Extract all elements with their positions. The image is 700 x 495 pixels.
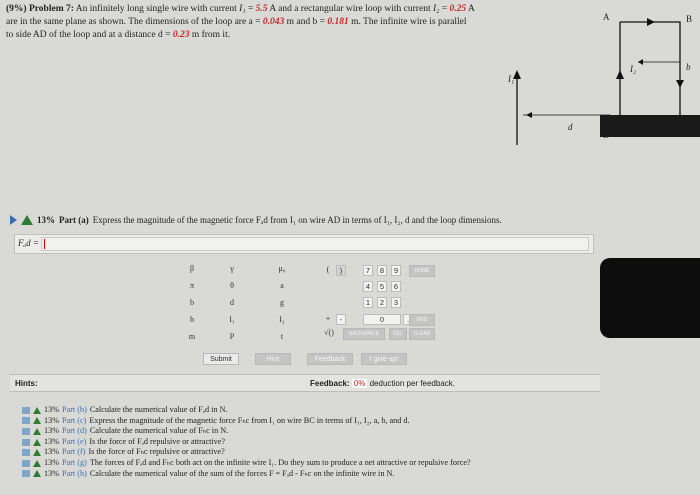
- part-percent: 13%: [44, 405, 60, 414]
- key-0[interactable]: 0: [363, 314, 401, 325]
- key-d[interactable]: d: [230, 298, 234, 307]
- diagram-label-A: A: [603, 12, 610, 22]
- key-8[interactable]: 8: [377, 265, 387, 276]
- key-m[interactable]: m: [188, 332, 196, 341]
- give-up-button[interactable]: I give up!: [361, 353, 407, 365]
- part-percent: 13%: [44, 426, 60, 436]
- current-arrow-icon: [676, 80, 684, 88]
- part-a-label: Part (a): [59, 215, 89, 225]
- part-label: Part (b): [62, 405, 87, 414]
- part-label: Part (e): [62, 436, 87, 446]
- key-b[interactable]: b: [190, 298, 194, 307]
- key-sqrt[interactable]: √(): [324, 328, 334, 337]
- current-I2-symbol: I₂: [432, 4, 440, 14]
- wire-loop: [620, 22, 680, 127]
- key-mu0[interactable]: μ₀: [278, 264, 286, 273]
- hints-feedback-bar: [10, 374, 600, 392]
- text-caret: [44, 239, 45, 249]
- part-text: The forces of Fₐd and Fₕc both act on the infinite wire I₁. Do they sum to produce a net attractive or repulsive force?: [89, 457, 471, 467]
- current-arrow-icon: [647, 18, 655, 26]
- part-list-item[interactable]: [22, 416, 471, 427]
- clear-button[interactable]: CLEAR: [409, 328, 435, 340]
- answer-row: [14, 234, 594, 254]
- problem-text: m from it.: [191, 30, 231, 40]
- b-value: 0.181: [327, 17, 349, 27]
- key-7[interactable]: 7: [363, 265, 373, 276]
- home-button[interactable]: HOME: [409, 265, 435, 277]
- part-thumbnail-icon: [22, 439, 30, 446]
- feedback-button[interactable]: Feedback: [307, 353, 353, 365]
- part-list-item[interactable]: [22, 426, 471, 437]
- key-pi[interactable]: π: [189, 281, 195, 290]
- key-h[interactable]: h: [190, 315, 194, 324]
- answer-input[interactable]: [41, 237, 589, 251]
- key-close-paren[interactable]: ): [336, 265, 346, 276]
- part-list-item[interactable]: [22, 405, 471, 416]
- current-arrow-icon: [616, 70, 624, 79]
- part-text: Express the magnitude of the magnetic force Fₕc from I₁ on wire BC in terms of I₁, I₂, a, b, and d.: [89, 415, 410, 425]
- redaction-block: [600, 115, 700, 137]
- diagram-label-I1: I₁: [508, 74, 515, 84]
- part-percent: 13%: [44, 447, 60, 457]
- part-text: Calculate the numerical value of Fₐd in N.: [89, 405, 228, 414]
- part-thumbnail-icon: [22, 460, 30, 467]
- part-text: Is the force of Fₐd repulsive or attractive?: [89, 436, 226, 446]
- d-value: 0.23: [172, 30, 190, 40]
- problem-label: (9%) Problem 7:: [6, 4, 74, 14]
- key-open-paren[interactable]: (: [326, 265, 330, 274]
- part-a-percent: 13%: [37, 215, 55, 225]
- key-2[interactable]: 2: [377, 297, 387, 308]
- a-value: 0.043: [262, 17, 285, 27]
- key-beta[interactable]: β: [189, 264, 195, 273]
- current-I2-value: 0.25: [449, 4, 467, 14]
- equals-sign: =: [439, 4, 450, 14]
- part-percent: 13%: [44, 457, 60, 467]
- current-I1-symbol: I₁: [239, 4, 246, 14]
- part-label: Part (h): [62, 468, 87, 478]
- warning-triangle-icon: [33, 460, 41, 467]
- part-label: Part (d): [62, 426, 87, 436]
- part-label: Part (g): [62, 457, 87, 467]
- part-text: Is the force of Fₕc repulsive or attractive?: [88, 447, 225, 457]
- part-a-text: Express the magnitude of the magnetic force Fₐd from I₁ on wire AD in terms of I₁, I₂, d and the loop dimensions.: [92, 215, 502, 225]
- key-a[interactable]: a: [280, 281, 284, 290]
- problem-text: m and b =: [286, 17, 325, 27]
- key-4[interactable]: 4: [363, 281, 373, 292]
- part-text: Calculate the numerical value of the sum of the forces F = Fₐd - Fₕc on the infinite wire in N.: [89, 468, 395, 478]
- feedback-label: Feedback:: [310, 379, 350, 388]
- part-label: Part (f): [62, 447, 86, 457]
- key-5[interactable]: 5: [377, 281, 387, 292]
- key-theta[interactable]: θ: [230, 281, 234, 290]
- part-percent: 13%: [44, 436, 60, 446]
- warning-triangle-icon: [33, 439, 41, 446]
- part-thumbnail-icon: [22, 428, 30, 435]
- warning-triangle-icon: [33, 417, 41, 424]
- key-1[interactable]: 1: [363, 297, 373, 308]
- key-I1[interactable]: I₁: [229, 315, 235, 324]
- key-minus[interactable]: -: [336, 314, 346, 325]
- part-list-item[interactable]: [22, 447, 471, 458]
- parts-list: [22, 405, 471, 479]
- answer-label: Fₐd =: [18, 238, 39, 248]
- problem-statement: [6, 3, 476, 42]
- submit-button[interactable]: Submit: [203, 353, 239, 365]
- part-thumbnail-icon: [22, 417, 30, 424]
- problem-text: An infinitely long single wire with current: [75, 4, 237, 14]
- diagram-label-b: b: [686, 62, 691, 72]
- key-t[interactable]: t: [280, 332, 284, 341]
- hints-label: Hints:: [15, 379, 38, 388]
- part-text: Calculate the numerical value of Fₕc in N.: [89, 426, 229, 436]
- part-a-header: [10, 215, 502, 225]
- warning-triangle-icon: [33, 407, 41, 414]
- feedback-info: [310, 379, 455, 388]
- delete-button[interactable]: DEL: [389, 328, 407, 340]
- key-9[interactable]: 9: [391, 265, 401, 276]
- diagram-label-B: B: [686, 14, 693, 24]
- key-6[interactable]: 6: [391, 281, 401, 292]
- current-I1-value: 5.5: [255, 4, 268, 14]
- warning-triangle-icon: [33, 470, 41, 477]
- key-P[interactable]: P: [229, 332, 235, 341]
- problem-text: m. The infinite wire is parallel to side AD of the loop and at a distance d =: [6, 17, 467, 40]
- feedback-text: deduction per feedback.: [369, 379, 456, 388]
- key-decimal[interactable]: .: [403, 314, 413, 325]
- warning-triangle-icon: [33, 428, 41, 435]
- equation-keypad: [185, 262, 450, 363]
- equals-sign: =: [245, 4, 256, 14]
- redaction-block: [600, 258, 700, 338]
- problem-text: A and a rectangular wire loop with current: [269, 4, 431, 14]
- key-3[interactable]: 3: [391, 297, 401, 308]
- problem-text: A are in the same plane as shown. The dimensions of the loop are a =: [6, 4, 475, 27]
- diagram-label-d: d: [568, 122, 573, 132]
- part-list-item[interactable]: [22, 458, 471, 469]
- play-icon[interactable]: [10, 215, 17, 225]
- part-list-item[interactable]: [22, 437, 471, 448]
- part-percent: 13%: [44, 415, 60, 425]
- diagram-label-I2: I₂: [630, 64, 637, 74]
- warning-triangle-icon: [21, 215, 33, 225]
- backspace-button[interactable]: BACKSPACE: [343, 328, 385, 340]
- feedback-percent: 0%: [353, 379, 366, 388]
- part-list-item[interactable]: [22, 469, 471, 480]
- part-label: Part (c): [62, 415, 87, 425]
- part-thumbnail-icon: [22, 470, 30, 477]
- part-thumbnail-icon: [22, 407, 30, 414]
- current-arrow-icon: [513, 70, 521, 79]
- part-percent: 13%: [44, 468, 60, 478]
- end-button[interactable]: END: [409, 314, 435, 326]
- key-plus[interactable]: +: [325, 314, 331, 323]
- key-gamma[interactable]: γ: [230, 264, 234, 273]
- warning-triangle-icon: [33, 449, 41, 456]
- part-thumbnail-icon: [22, 449, 30, 456]
- key-I2[interactable]: I₂: [279, 315, 285, 324]
- key-g[interactable]: g: [280, 298, 284, 307]
- hint-button[interactable]: Hint: [255, 353, 291, 365]
